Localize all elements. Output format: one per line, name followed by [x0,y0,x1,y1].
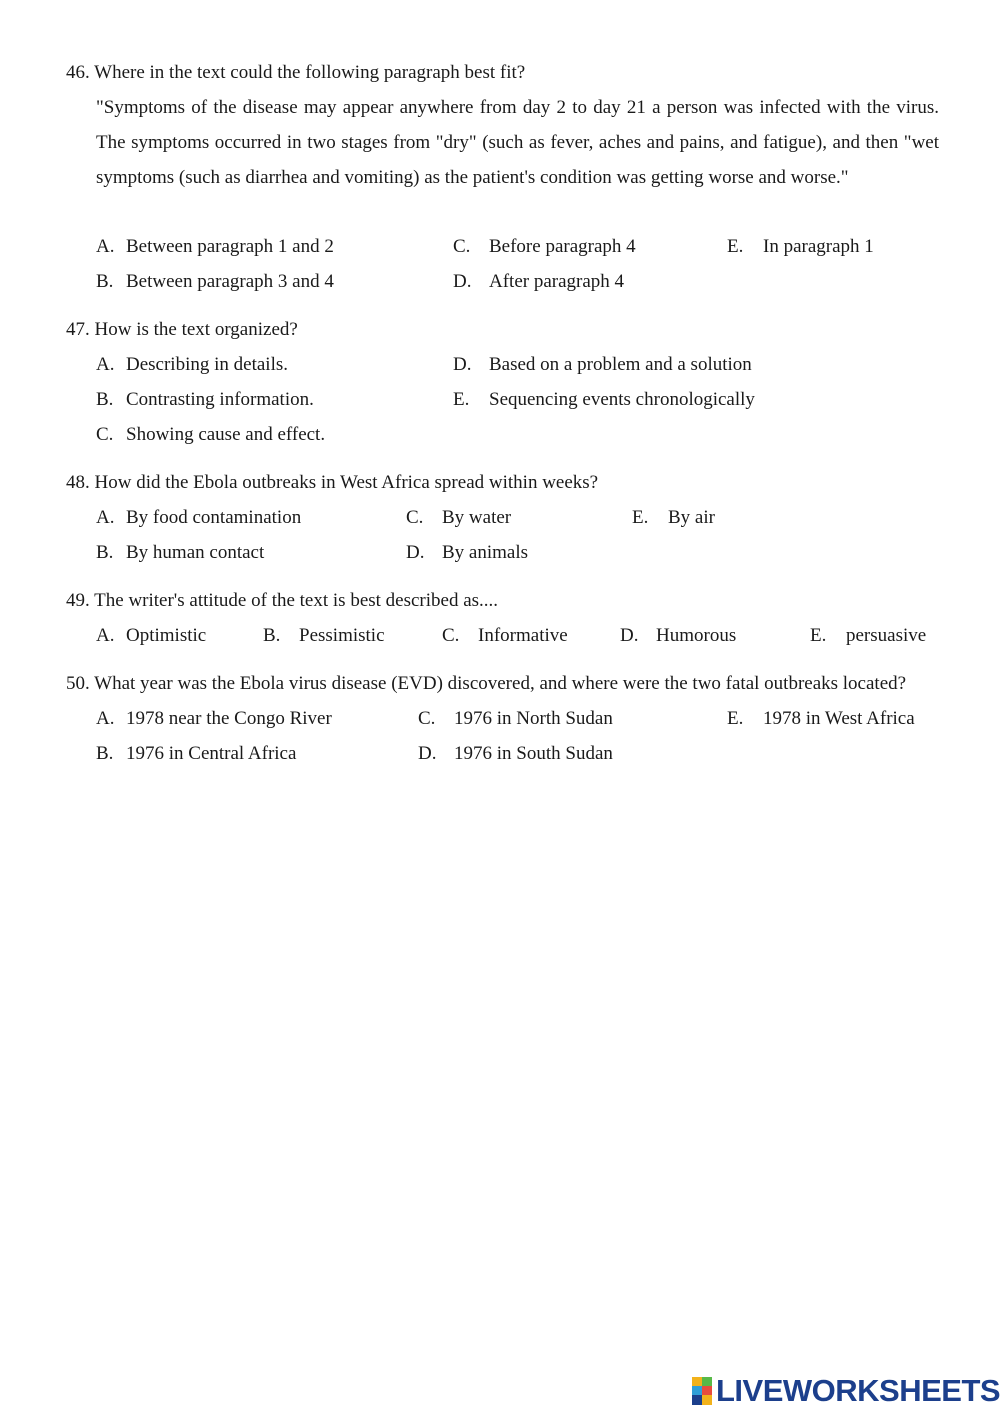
option-letter: D. [453,354,472,375]
question-47-stem: 47. How is the text organized? [66,319,298,340]
option-letter: B. [96,389,114,410]
option-letter: B. [263,625,281,646]
option-text: 1976 in South Sudan [454,743,613,764]
q47-option-c[interactable] [96,424,325,446]
q46-option-e[interactable] [727,236,874,258]
q50-option-b[interactable] [96,743,296,765]
option-letter: C. [442,625,460,646]
q46-option-c[interactable] [453,236,636,258]
option-text: 1976 in Central Africa [126,743,297,764]
option-letter: A. [96,708,115,729]
question-46-stem: 46. Where in the text could the following paragraph best fit? [66,62,526,83]
q50-option-a[interactable] [96,708,332,730]
q49-option-d[interactable] [620,625,736,647]
logo-block [692,1386,702,1395]
question-46-quote: "Symptoms of the disease may appear anywhere from day 2 to day 21 a person was infected with the virus. The symptoms occurred in two stages from "dry" (such as fever, aches and pains, and fatigue), and then "wet symptoms (such as diarrhea and vomiting) as the patient's condition was getting worse and worse." [96,97,939,188]
option-letter: E. [632,507,649,528]
logo-block [692,1395,702,1405]
option-text: After paragraph 4 [489,271,625,292]
question-50-stem: 50. What year was the Ebola virus disease (EVD) discovered, and where were the two fatal outbreaks located? [66,673,907,694]
option-letter: A. [96,625,115,646]
q49-option-b[interactable] [263,625,385,647]
logo-block [702,1386,712,1395]
option-text: Based on a problem and a solution [489,354,752,375]
option-letter: E. [810,625,827,646]
q50-option-e[interactable] [727,708,915,730]
option-text: 1976 in North Sudan [454,708,613,729]
option-letter: B. [96,743,114,764]
option-letter: A. [96,354,115,375]
q47-option-d[interactable] [453,354,752,376]
option-letter: E. [453,389,470,410]
option-text: By air [668,507,715,528]
q48-option-a[interactable] [96,507,301,529]
option-letter: B. [96,271,114,292]
option-text: persuasive [846,625,927,646]
option-text: Optimistic [126,625,207,646]
logo-block [702,1377,712,1386]
question-49-stem: 49. The writer's attitude of the text is best described as.... [66,590,499,611]
q49-option-e[interactable] [810,625,926,647]
q47-option-b[interactable] [96,389,314,411]
option-letter: A. [96,507,115,528]
option-letter: A. [96,236,115,257]
q46-option-d[interactable] [453,271,624,293]
option-letter: D. [406,542,425,563]
option-text: Between paragraph 3 and 4 [126,271,334,292]
option-text: 1978 near the Congo River [126,708,332,729]
logo-text: LIVEWORKSHEETS [716,1373,1000,1408]
q50-option-c[interactable] [418,708,613,730]
logo-block [692,1377,702,1386]
option-text: By food contamination [126,507,302,528]
question-48-stem: 48. How did the Ebola outbreaks in West Africa spread within weeks? [66,472,599,493]
option-letter: B. [96,542,114,563]
option-letter: D. [453,271,472,292]
liveworksheets-logo-mark-icon [692,1377,712,1405]
q46-option-a[interactable] [96,236,334,258]
q48-option-e[interactable] [632,507,715,529]
q46-option-b[interactable] [96,271,334,293]
option-text: Before paragraph 4 [489,236,636,257]
option-letter: D. [620,625,639,646]
option-text: By water [442,507,512,528]
option-text: Showing cause and effect. [126,424,326,445]
option-letter: C. [418,708,436,729]
option-text: Informative [478,625,568,646]
option-text: Between paragraph 1 and 2 [126,236,334,257]
q47-option-a[interactable] [96,354,288,376]
q49-option-c[interactable] [442,625,568,647]
option-text: Contrasting information. [126,389,314,410]
option-letter: E. [727,708,744,729]
logo-block [702,1395,712,1405]
option-text: Describing in details. [126,354,288,375]
option-text: Pessimistic [299,625,385,646]
q49-option-a[interactable] [96,625,206,647]
option-letter: D. [418,743,437,764]
q48-option-d[interactable] [406,542,528,564]
option-letter: C. [453,236,471,257]
q47-option-e[interactable] [453,389,755,411]
option-letter: C. [406,507,424,528]
option-letter: E. [727,236,744,257]
liveworksheets-logo[interactable] [692,1374,1000,1408]
q48-option-b[interactable] [96,542,264,564]
option-text: Sequencing events chronologically [489,389,755,410]
q50-option-d[interactable] [418,743,613,765]
option-text: In paragraph 1 [763,236,874,257]
option-text: 1978 in West Africa [763,708,915,729]
option-text: By animals [442,542,529,563]
option-text: By human contact [126,542,265,563]
option-letter: C. [96,424,114,445]
q48-option-c[interactable] [406,507,511,529]
option-text: Humorous [656,625,737,646]
